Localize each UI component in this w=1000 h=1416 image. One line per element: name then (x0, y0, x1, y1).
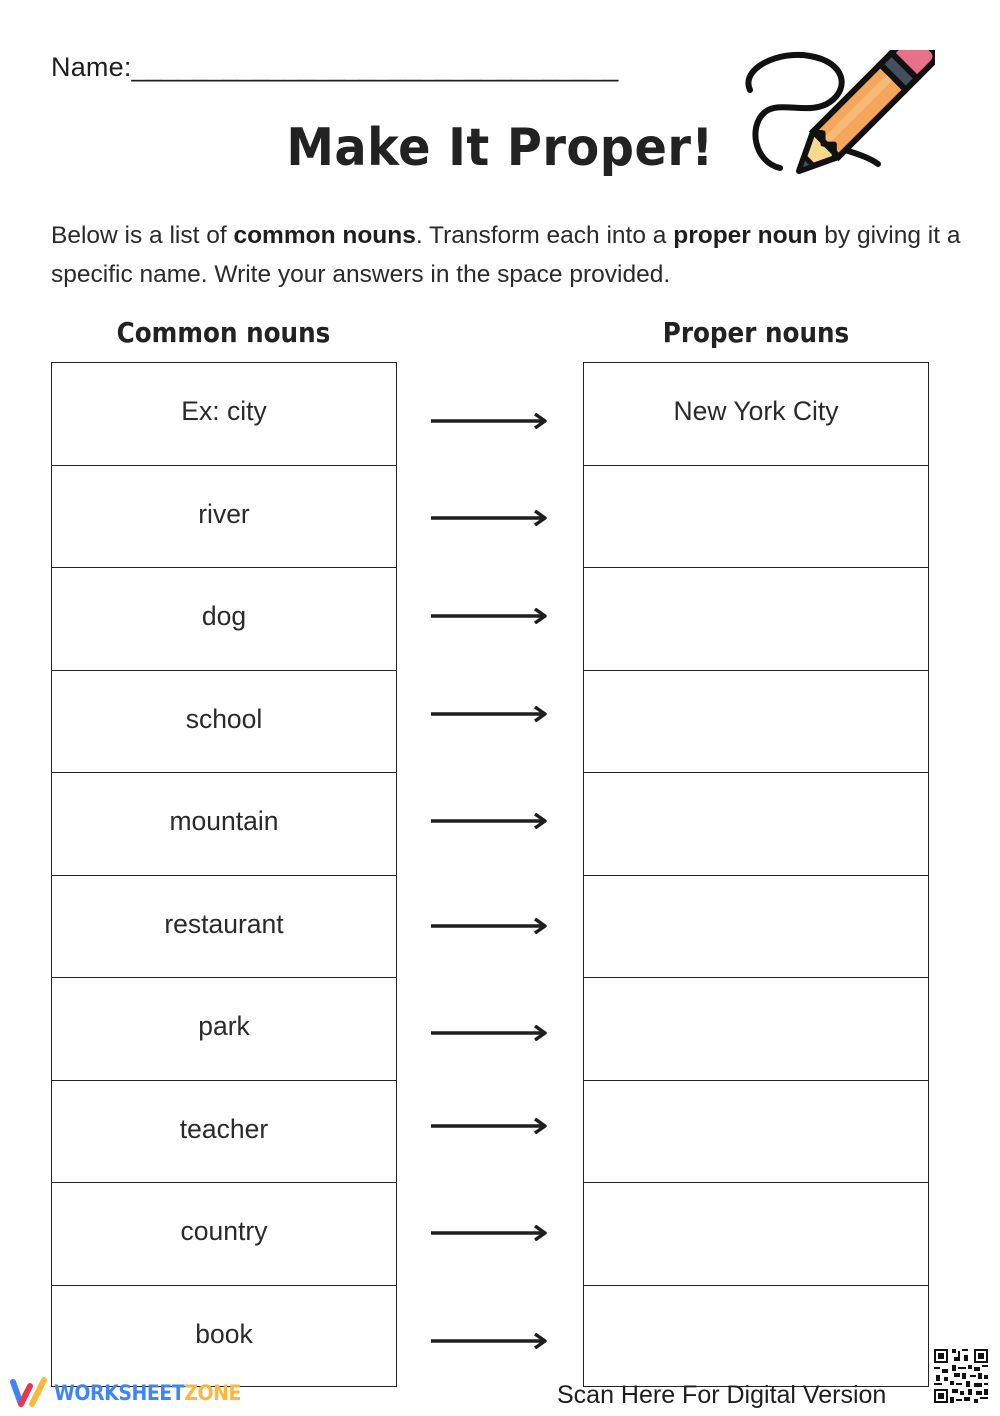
worksheetzone-logo[interactable] (8, 1376, 262, 1410)
proper-noun-answer-cell[interactable] (584, 876, 928, 979)
common-noun-text: country (180, 1216, 268, 1246)
scan-instruction-text: Scan Here For Digital Version (557, 1381, 887, 1409)
proper-noun-answer-cell[interactable] (584, 1081, 928, 1184)
proper-noun-answer-cell[interactable] (584, 363, 928, 466)
instructions-text (51, 216, 961, 294)
common-noun-text: teacher (179, 1113, 269, 1144)
logo-zone-text: ZONE (184, 1381, 241, 1405)
worksheetzone-logo-icon (8, 1376, 54, 1410)
common-noun-cell (52, 978, 396, 1081)
proper-noun-answer-cell[interactable] (584, 773, 928, 876)
arrow-right-icon (431, 1025, 549, 1041)
proper-noun-answer-cell[interactable] (584, 978, 928, 1081)
proper-noun-answer-cell[interactable] (584, 568, 928, 671)
keyword-proper-noun: proper noun (673, 222, 818, 249)
logo-text (54, 1381, 241, 1405)
common-noun-text: Ex: city (181, 396, 267, 426)
proper-noun-answer-cell[interactable] (584, 1183, 928, 1286)
common-noun-cell (52, 1286, 396, 1389)
arrow-right-icon (431, 1118, 549, 1134)
instructions-part: . Transform each into a (415, 222, 674, 249)
common-noun-text: dog (201, 601, 247, 631)
pencil-with-question-mark-icon (740, 50, 935, 200)
arrow-right-icon (431, 608, 549, 624)
common-noun-cell (52, 1183, 396, 1286)
proper-noun-answer-cell[interactable] (584, 671, 928, 774)
common-noun-cell (52, 466, 396, 569)
common-noun-text: restaurant (164, 908, 284, 939)
proper-noun-answer-cell[interactable] (584, 466, 928, 569)
page-title-text: Make It Proper! (286, 118, 714, 178)
common-noun-cell (52, 773, 396, 876)
common-noun-text: park (198, 1011, 250, 1041)
common-noun-cell (52, 876, 396, 979)
common-noun-cell (52, 363, 396, 466)
proper-noun-text: New York City (673, 396, 839, 426)
name-field-line[interactable]: Name:________________________________ (51, 52, 619, 82)
qr-code-icon[interactable] (932, 1347, 990, 1405)
common-noun-cell (52, 671, 396, 774)
proper-nouns-header: Proper nouns (662, 316, 850, 349)
proper-noun-answer-cell[interactable] (584, 1286, 928, 1389)
instructions-part: Below is a list of (51, 222, 234, 249)
common-nouns-header: Common nouns (116, 316, 331, 349)
instructions-part: by giving it a specific name. Write your answers in the space provided. (51, 222, 961, 288)
arrow-right-icon (431, 813, 549, 829)
common-noun-cell (52, 568, 396, 671)
keyword-common-nouns: common nouns (233, 222, 416, 249)
arrow-right-icon (431, 413, 549, 429)
common-noun-text: school (185, 703, 263, 734)
arrow-right-icon (431, 918, 549, 934)
common-noun-text: book (195, 1318, 253, 1349)
proper-nouns-column (583, 362, 929, 1387)
arrow-right-icon (431, 510, 549, 526)
common-nouns-column (51, 362, 397, 1387)
arrow-right-icon (431, 1225, 549, 1241)
logo-worksheet-text: WORKSHEET (54, 1381, 185, 1405)
common-noun-text: mountain (169, 806, 279, 836)
common-noun-cell (52, 1081, 396, 1184)
common-noun-text: river (198, 498, 250, 529)
arrow-right-icon (431, 706, 549, 722)
arrow-right-icon (431, 1333, 549, 1349)
